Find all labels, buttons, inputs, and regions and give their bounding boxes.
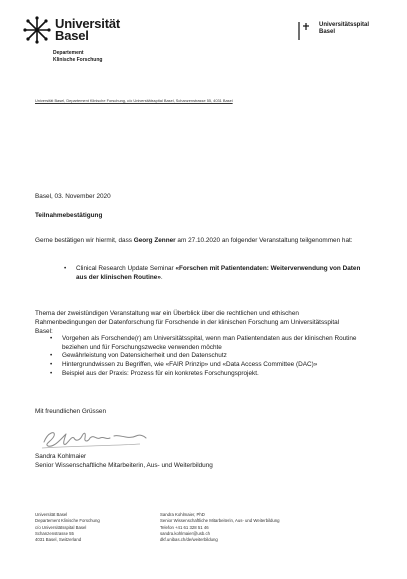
letter-date: Basel, 03. November 2020 (35, 193, 111, 200)
footer-left-line: c/o Universitätsspital Basel (35, 524, 87, 530)
unibas-star-icon (22, 15, 52, 45)
participant-name: Georg Zenner (133, 237, 176, 244)
letter-subject: Teilnahmebestätigung (35, 212, 103, 219)
usb-name-line2: Basel (319, 29, 336, 35)
topics-list (48, 335, 358, 379)
intro-post: am 27.10.2020 an folgender Veranstaltung teilgenommen hat: (175, 237, 353, 244)
footer-left-line: Universität Basel (35, 512, 68, 517)
footer-left-line: Schanzenstrasse 55 (35, 530, 74, 536)
topic-item: • Beispiel aus der Praxis: Prozess für ein konkretes Forschungsprojekt. (48, 370, 358, 379)
footer-right-line: Senior Wissenschaftliche Mitarbeiterin, Aus- und Weiterbildung (160, 518, 280, 524)
footer-email[interactable]: sandra.kohlmaier@usb.ch (160, 530, 210, 536)
signer-title: Senior Wissenschaftliche Mitarbeiterin, Aus- und Weiterbildung (35, 461, 213, 469)
usb-name-line1: Universitätsspital (319, 22, 370, 28)
event-post: . (160, 273, 163, 281)
footer-contact (160, 512, 280, 543)
unibas-name-line1: Universität (55, 16, 120, 31)
department-label (53, 50, 102, 64)
dept-line1: Departement (53, 50, 84, 56)
footer-right-line: Sandra Kohlmaier, PhD (160, 512, 205, 517)
dept-line2: Klinische Forschung (53, 57, 103, 63)
footer-website[interactable]: dkf.unibas.ch/de/weiterbildung (160, 537, 218, 543)
intro-pre: Gerne bestätigen wir hiermit, dass (35, 237, 134, 244)
sender-address-line: Universität Basel, Departement Klinische Forschung, c/o Universitätsspital Basel, Schanzenstrasse 55, 4031 Basel (35, 98, 233, 103)
event-title: «Forschen mit Patientendaten: Weiterverwendung von Daten aus der klinischen Routine» (76, 265, 361, 281)
unibas-wordmark (55, 18, 120, 42)
topic-item: • Hintergrundwissen zu Begriffen, wie «FAIR Prinzip» und «Data Access Committee (DAC)» (48, 361, 358, 370)
footer-left-line: 4031 Basel, Switzerland (35, 537, 82, 543)
unibas-name-line2: Basel (55, 28, 89, 43)
topic-item: • Gewährleistung von Datensicherheit und den Datenschutz (48, 352, 358, 361)
footer-institution (35, 512, 100, 543)
signer-name: Sandra Kohlmaier (35, 453, 87, 460)
usb-logo (297, 22, 387, 42)
handwritten-signature (40, 424, 150, 450)
intro-paragraph (35, 237, 355, 246)
event-item (62, 265, 362, 283)
signer-block (35, 453, 213, 470)
event-list (62, 265, 362, 283)
theme-paragraph: Thema der zweistündigen Veranstaltung war ein Überblick über die rechtlichen und ethischen Rahmenbedingungen der Datenforschung für Forschende in der klinischen Forschung am Universitätsspital Basel: (35, 310, 340, 335)
footer-left-line: Departement Klinische Forschung (35, 518, 100, 524)
topic-item: • Vorgehen als Forschende(r) am Universitätsspital, wenn man Patientendaten aus der klinischen Routine beziehen und für Forschungszwecke verwenden möchte (48, 335, 358, 352)
footer-right-line: Telefon +41 61 328 51 46 (160, 524, 209, 530)
closing-greeting: Mit freundlichen Grüssen (35, 408, 107, 415)
usb-mark-icon (297, 22, 311, 40)
usb-wordmark (319, 22, 369, 36)
event-pre: Clinical Research Update Seminar (76, 265, 176, 272)
